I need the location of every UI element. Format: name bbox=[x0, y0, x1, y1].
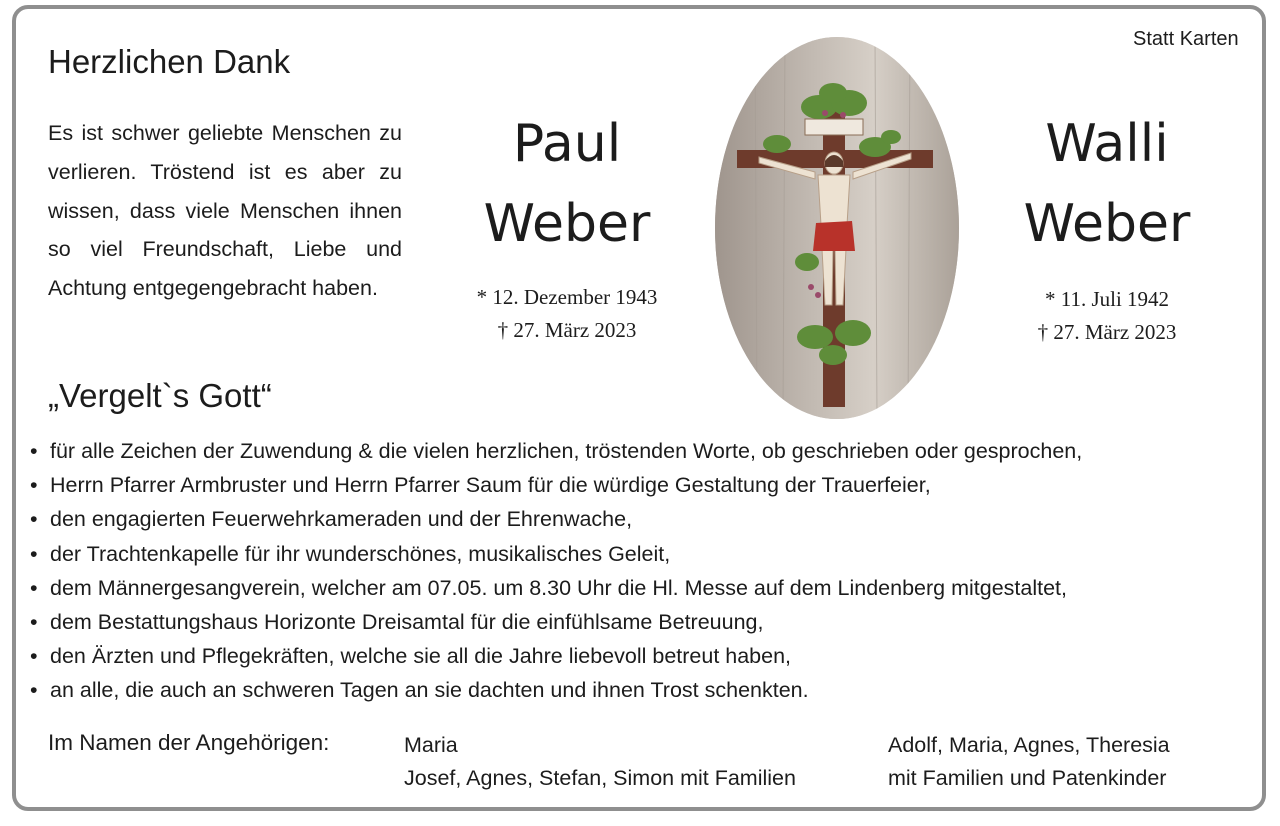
death-date-right: † 27. März 2023 bbox=[1037, 319, 1177, 344]
signature-middle bbox=[404, 729, 796, 795]
signature-line: Maria bbox=[404, 733, 458, 757]
last-name-left: Weber bbox=[483, 194, 651, 254]
intro-text: Es ist schwer geliebte Menschen zu verlieren. Tröstend ist es aber zu wissen, dass viele Menschen ihnen so viel Freundschaft, Liebe und Achtung entgegengebracht haben. bbox=[48, 121, 402, 301]
list-item: • der Trachtenkapelle für ihr wunderschönes, musikalisches Geleit, bbox=[30, 537, 1082, 571]
signature-right bbox=[888, 729, 1170, 795]
first-name-right: Walli bbox=[1045, 114, 1169, 174]
list-item: • dem Männergesangverein, welcher am 07.05. um 8.30 Uhr die Hl. Messe auf dem Lindenberg mitgestaltet, bbox=[30, 571, 1082, 605]
signature-line: Josef, Agnes, Stefan, Simon mit Familien bbox=[404, 766, 796, 790]
thanks-list bbox=[30, 434, 1082, 708]
list-item: • Herrn Pfarrer Armbruster und Herrn Pfarrer Saum für die würdige Gestaltung der Trauerfeier, bbox=[30, 468, 1082, 502]
name-paul-weber bbox=[462, 104, 672, 264]
list-item: • den Ärzten und Pflegekräften, welche sie all die Jahre liebevoll betreut haben, bbox=[30, 639, 1082, 673]
signature-line: mit Familien und Patenkinder bbox=[888, 766, 1167, 790]
statt-karten-label: Statt Karten bbox=[1133, 28, 1239, 50]
dates-left bbox=[437, 281, 697, 346]
list-item: • an alle, die auch an schweren Tagen an sie dachten und ihnen Trost schenkten. bbox=[30, 673, 1082, 707]
notice-heading: Herzlichen Dank bbox=[48, 43, 291, 80]
last-name-right: Weber bbox=[1023, 194, 1191, 254]
list-item: • für alle Zeichen der Zuwendung & die vielen herzlichen, tröstenden Worte, ob geschrieben oder gesprochen, bbox=[30, 434, 1082, 468]
dates-right bbox=[977, 283, 1237, 348]
name-walli-weber bbox=[1002, 104, 1212, 264]
first-name-left: Paul bbox=[512, 114, 622, 174]
birth-date-right: * 11. Juli 1942 bbox=[1044, 287, 1170, 311]
signature-line: Adolf, Maria, Agnes, Theresia bbox=[888, 733, 1170, 757]
signature-label: Im Namen der Angehörigen: bbox=[48, 730, 330, 755]
crucifix-image bbox=[715, 37, 959, 419]
list-item: • den engagierten Feuerwehrkameraden und der Ehrenwache, bbox=[30, 502, 1082, 536]
thanks-heading: „Vergelt`s Gott“ bbox=[48, 377, 272, 414]
crucifix-icon bbox=[715, 37, 959, 419]
birth-date-left: * 12. Dezember 1943 bbox=[476, 285, 658, 309]
list-item: • dem Bestattungshaus Horizonte Dreisamtal für die einfühlsame Betreuung, bbox=[30, 605, 1082, 639]
death-date-left: † 27. März 2023 bbox=[497, 317, 637, 342]
